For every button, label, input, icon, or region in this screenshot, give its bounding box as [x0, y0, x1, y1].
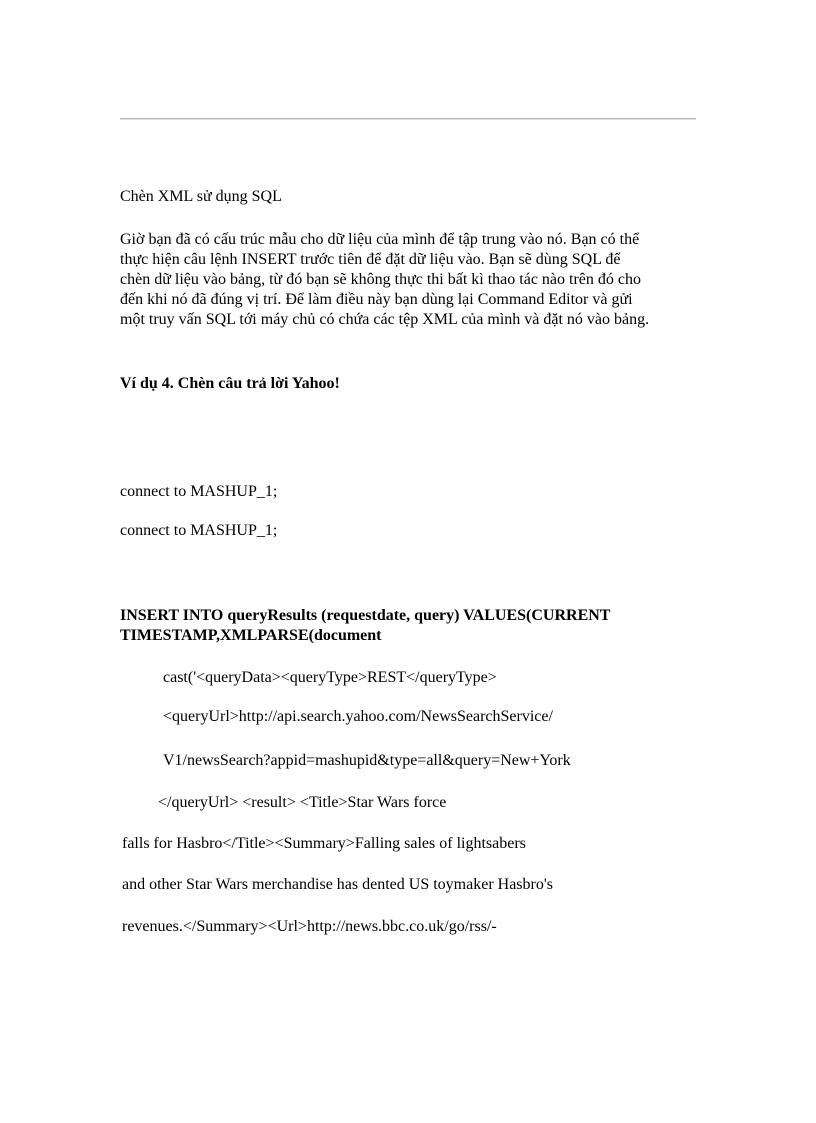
- code-line: <queryUrl>http://api.search.yahoo.com/NewsSearchService/: [163, 708, 553, 725]
- code-line: and other Star Wars merchandise has dented US toymaker Hasbro's: [122, 876, 553, 893]
- intro-line: đến khi nó đã đúng vị trí. Để làm điều này bạn dùng lại Command Editor và gửi: [120, 291, 633, 308]
- intro-line: thực hiện câu lệnh INSERT trước tiên để đặt dữ liệu vào. Bạn sẽ dùng SQL để: [120, 251, 621, 268]
- intro-paragraph: [120, 230, 710, 330]
- section-title: Chèn XML sử dụng SQL: [120, 188, 282, 205]
- code-line: </queryUrl> <result> <Title>Star Wars force: [158, 794, 447, 811]
- code-line: V1/newsSearch?appid=mashupid&type=all&query=New+York: [163, 752, 571, 769]
- connect-line: connect to MASHUP_1;: [120, 522, 278, 539]
- code-line: falls for Hasbro</Title><Summary>Falling sales of lightsabers: [122, 835, 526, 852]
- intro-line: một truy vấn SQL tới máy chủ có chứa các tệp XML của mình và đặt nó vào bảng.: [120, 311, 650, 328]
- insert-line: INSERT INTO queryResults (requestdate, query) VALUES(CURRENT: [120, 607, 611, 624]
- intro-line: chèn dữ liệu vào bảng, từ đó bạn sẽ không thực thi bất kì thao tác nào trên đó cho: [120, 271, 641, 288]
- connect-line: connect to MASHUP_1;: [120, 483, 278, 500]
- code-line: revenues.</Summary><Url>http://news.bbc.co.uk/go/rss/-: [122, 918, 497, 935]
- example-heading: Ví dụ 4. Chèn câu trả lời Yahoo!: [120, 375, 340, 392]
- intro-line: Giờ bạn đã có cấu trúc mẫu cho dữ liệu của mình để tập trung vào nó. Bạn có thể: [120, 231, 640, 248]
- code-line: cast('<queryData><queryType>REST</queryType>: [163, 669, 497, 686]
- insert-statement: [120, 606, 710, 646]
- horizontal-rule: [120, 118, 696, 120]
- insert-line: TIMESTAMP,XMLPARSE(document: [120, 627, 382, 644]
